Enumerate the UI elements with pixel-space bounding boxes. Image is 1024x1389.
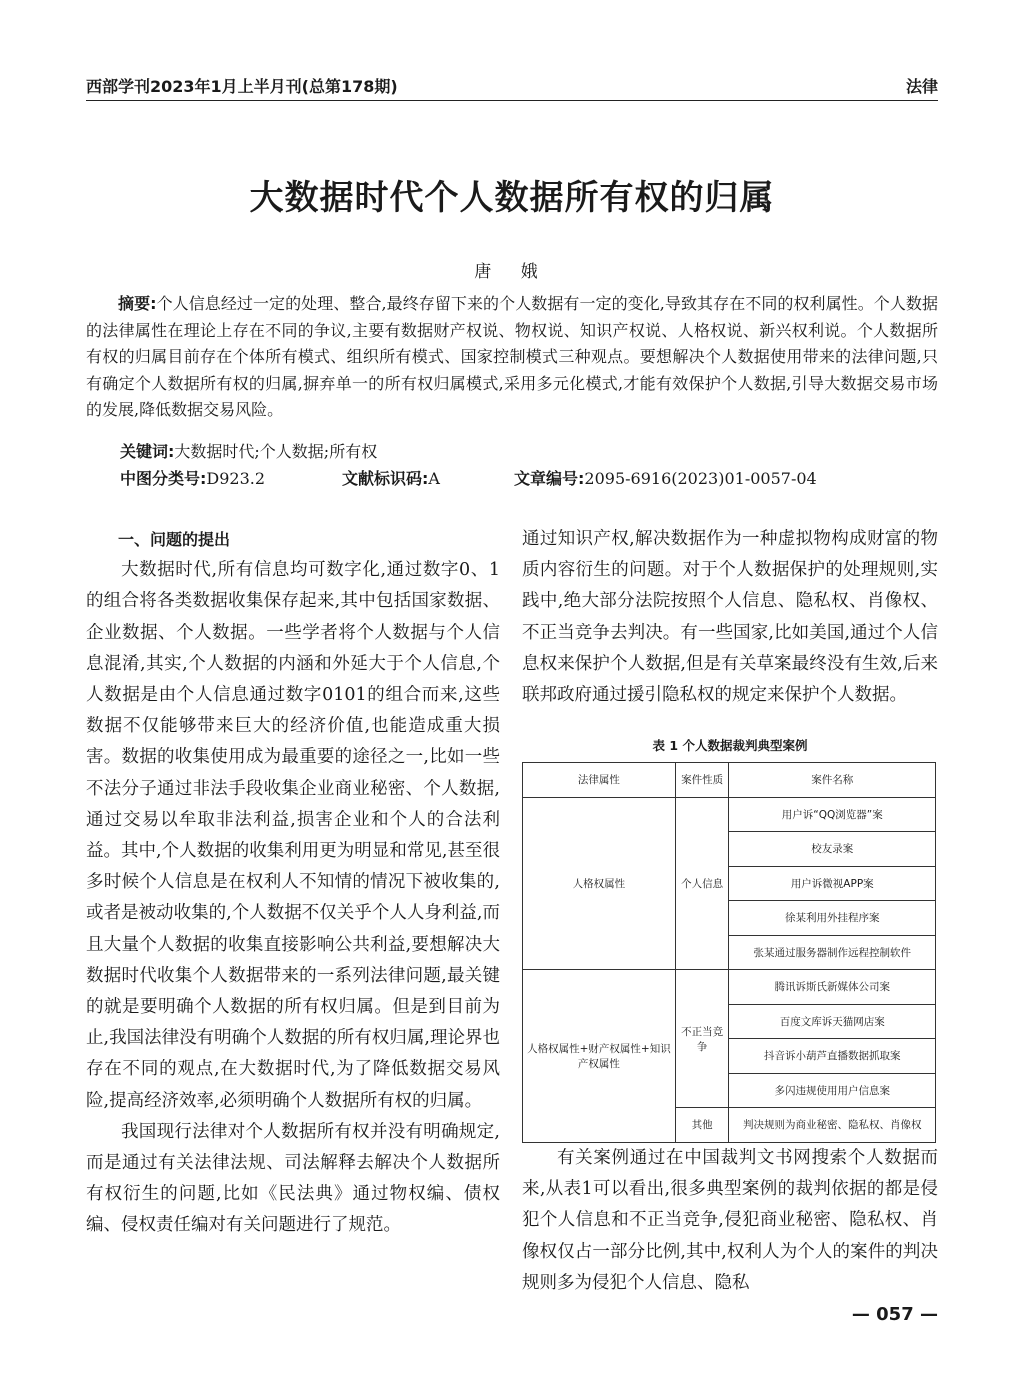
case-cell: 徐某利用外挂程序案: [729, 901, 936, 936]
case-cell: 腾讯诉斯氏新媒体公司案: [729, 970, 936, 1005]
abstract-label: 摘要:: [118, 294, 157, 313]
article-number-label: 文章编号:: [514, 469, 585, 488]
case-cell: 抖音诉小葫芦直播数据抓取案: [729, 1039, 936, 1074]
classification-row: [120, 465, 938, 492]
case-cell: 百度文库诉天猫网店案: [729, 1004, 936, 1039]
right-column-continued: [522, 1143, 938, 1299]
clc-value: D923.2: [206, 469, 266, 488]
article-meta: [120, 438, 938, 492]
doc-code-value: A: [428, 469, 440, 488]
keywords-label: 关键词:: [120, 442, 175, 461]
table-header-row: [523, 763, 936, 798]
table-row: [523, 970, 936, 1005]
body-paragraph: 我国现行法律对个人数据所有权并没有明确规定,而是通过有关法律法规、司法解释去解决个人数据所有权衍生的问题,比如《民法典》通过物权编、债权编、侵权责任编对有关问题进行了规范。: [86, 1121, 500, 1236]
article-number-value: 2095-6916(2023)01-0057-04: [584, 469, 817, 488]
table-header-cell: 案件性质: [675, 763, 729, 798]
keywords-text: 大数据时代;个人数据;所有权: [174, 442, 378, 461]
body-paragraph: 通过知识产权,解决数据作为一种虚拟物构成财富的物质内容衍生的问题。对于个人数据保护的处理规则,实践中,绝大部分法院按照个人信息、隐私权、肖像权、不正当竞争去判决。有一些国家,比如美国,通过个人信息权来保护个人数据,但是有关草案最终没有生效,后来联邦政府通过援引隐私权的规定来保护个人数据。: [522, 529, 938, 706]
header-rule: [86, 100, 938, 101]
cases-table: [522, 762, 936, 1143]
table-caption: 表 1 个人数据裁判典型案例: [652, 738, 808, 753]
section-label: 法律: [905, 77, 938, 96]
table-header-cell: 法律属性: [523, 763, 676, 798]
body-paragraph: 大数据时代,所有信息均可数字化,通过数字0、1的组合将各类数据收集保存起来,其中包括国家数据、企业数据、个人数据。一些学者将个人数据与个人信息混淆,其实,个人数据的内涵和外延大于个人信息,个人数据是由个人信息通过数字0101的组合而来,这些数据不仅能够带来巨大的经济价值,也能造成重大损害。数据的收集使用成为最重要的途径之一,比如一些不法分子通过非法手段收集企业商业秘密、个人数据,通过交易以牟取非法利益,损害企业和个人的合法利益。其中,个人数据的收集利用更为明显和常见,甚至很多时候个人信息是在权利人不知情的情况下被收集的,或者是被动收集的,个人数据不仅关乎个人人身利益,而且大量个人数据的收集直接影响公共利益,要想解决大数据时代收集个人数据带来的一系列法律问题,最关键的就是要明确个人数据的所有权归属。但是到目前为止,我国法律没有明确个人数据的所有权归属,理论界也存在不同的观点,在大数据时代,为了降低数据交易风险,提高经济效率,必须明确个人数据所有权的归属。: [86, 560, 500, 1111]
case-cell: 校友录案: [729, 832, 936, 867]
doc-code-label: 文献标识码:: [342, 469, 429, 488]
case-cell: 用户诉微视APP案: [729, 866, 936, 901]
left-column: [86, 524, 500, 1242]
case-cell: 多闪违规使用用户信息案: [729, 1073, 936, 1108]
table-row: [523, 797, 936, 832]
case-cell: 用户诉“QQ浏览器”案: [729, 797, 936, 832]
journal-info: 西部学刊2023年1月上半月刊(总第178期): [86, 77, 398, 96]
nature-cell: 其他: [675, 1108, 729, 1143]
nature-cell: 不正当竞争: [675, 970, 729, 1108]
abstract-text: 个人信息经过一定的处理、整合,最终存留下来的个人数据有一定的变化,导致其存在不同的权利属性。个人数据的法律属性在理论上存在不同的争议,主要有数据财产权说、物权说、知识产权说、人格权说、新兴权利说。个人数据所有权的归属目前存在个体所有模式、组织所有模式、国家控制模式三种观点。要想解决个人数据使用带来的法律问题,只有确定个人数据所有权的归属,摒弃单一的所有权归属模式,采用多元化模式,才能有效保护个人数据,引导大数据交易市场的发展,降低数据交易风险。: [86, 294, 938, 419]
attribute-cell: 人格权属性: [523, 797, 676, 970]
page-number: — 057 —: [851, 1304, 938, 1325]
article-title: 大数据时代个人数据所有权的归属: [249, 178, 775, 218]
abstract: [86, 291, 938, 424]
keywords-row: [120, 438, 938, 465]
case-cell: 判决规则为商业秘密、隐私权、肖像权: [729, 1108, 936, 1143]
nature-cell: 个人信息: [675, 797, 729, 970]
attribute-cell: 人格权属性+财产权属性+知识产权属性: [523, 970, 676, 1143]
running-header: [86, 70, 938, 100]
section-heading: 一、问题的提出: [118, 530, 231, 549]
clc-label: 中图分类号:: [120, 469, 207, 488]
case-cell: 张某通过服务器制作远程控制软件: [729, 935, 936, 970]
article-author: 唐 娥: [474, 262, 550, 282]
table-header-cell: 案件名称: [729, 763, 936, 798]
body-paragraph: 有关案例通过在中国裁判文书网搜索个人数据而来,从表1可以看出,很多典型案例的裁判依据的都是侵犯个人信息和不正当竞争,侵犯商业秘密、隐私权、肖像权仅占一部分比例,其中,权利人为个人的案件的判决规则多为侵犯个人信息、隐私: [522, 1148, 938, 1293]
right-column: [522, 524, 938, 711]
